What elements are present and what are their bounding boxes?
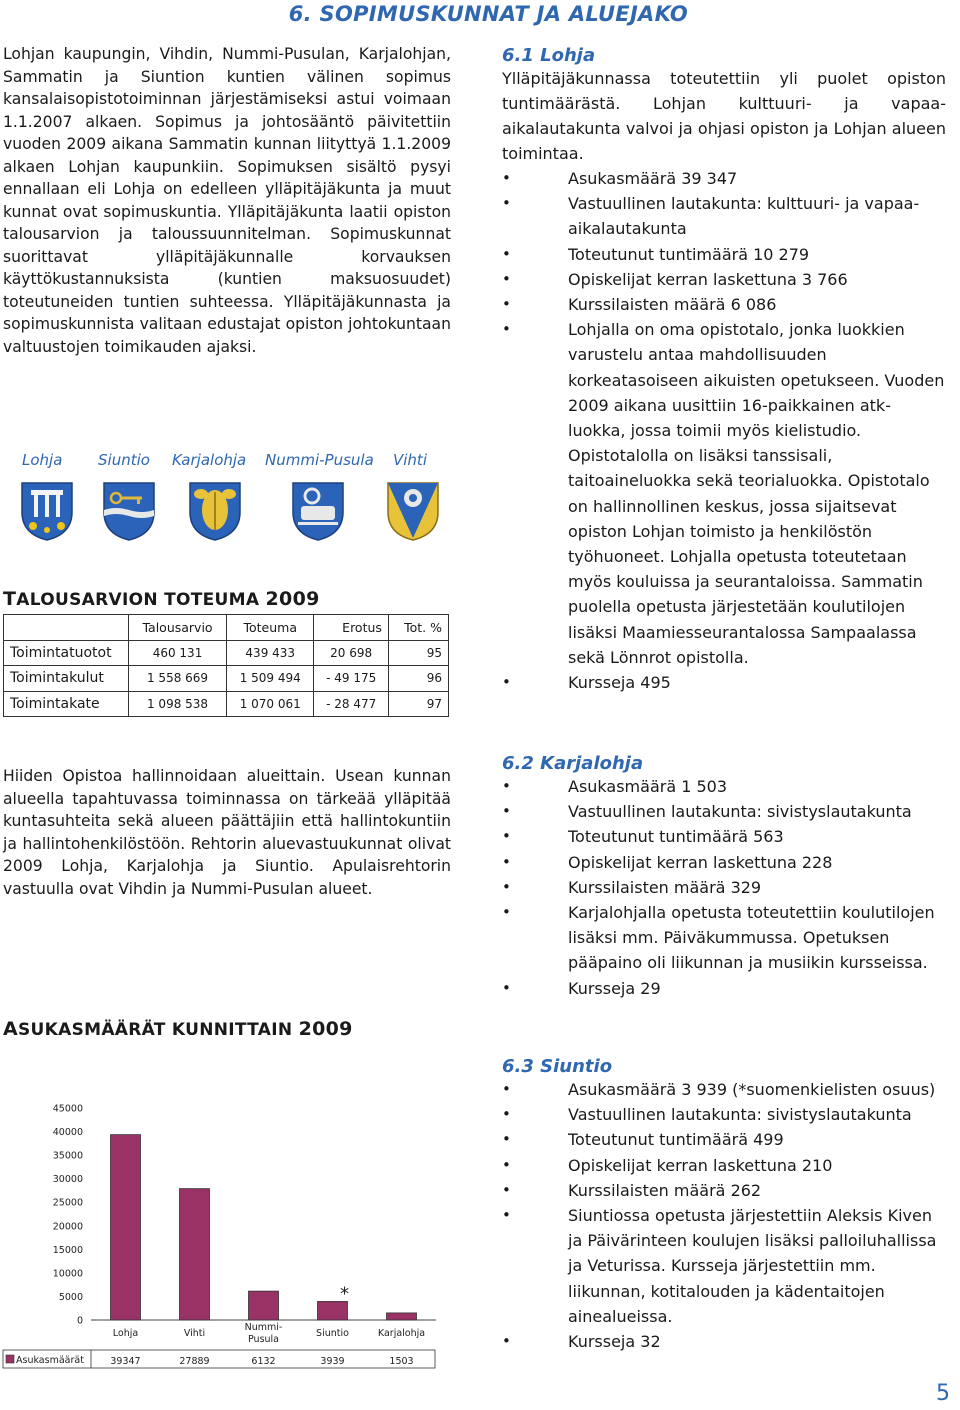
nummi-pusula-crest-icon bbox=[290, 480, 346, 542]
x-tick-label: Siuntio bbox=[316, 1328, 349, 1339]
budget-table bbox=[3, 614, 449, 717]
data-label: 3939 bbox=[320, 1356, 345, 1367]
municipality-nummi-pusula: Nummi-Pusula bbox=[265, 451, 374, 469]
x-tick-label: Karjalohja bbox=[377, 1328, 426, 1339]
cell: 1 098 538 bbox=[129, 691, 227, 717]
y-tick-label: 15000 bbox=[52, 1244, 83, 1256]
cell: 97 bbox=[388, 691, 448, 717]
chart-heading: ASUKASMÄÄRÄT KUNNITTAIN 2009 bbox=[3, 1018, 353, 1040]
x-tick-label: Nummi-Pusula bbox=[244, 1322, 283, 1345]
bullet-list bbox=[502, 774, 946, 1001]
section-intro: Ylläpitäjäkunnassa toteutettiin yli puolet opiston tuntimäärästä. Lohjan kulttuuri- ja vapaa-aikalautakunta valvoi ja ohjasi opiston ja Lohjan alueen toimintaa. bbox=[502, 69, 946, 163]
cell: 96 bbox=[388, 666, 448, 692]
section-heading: 6.1 Lohja bbox=[502, 45, 596, 66]
municipality-vihti: Vihti bbox=[393, 451, 427, 469]
y-tick-label: 30000 bbox=[52, 1174, 83, 1186]
data-label: 1503 bbox=[389, 1356, 414, 1367]
y-tick-label: 45000 bbox=[52, 1103, 83, 1115]
bar-vihti bbox=[180, 1189, 210, 1320]
bullet-list bbox=[502, 1077, 946, 1354]
list-item: • Kurssilaisten määrä 262 bbox=[502, 1178, 946, 1203]
cell: 439 433 bbox=[227, 640, 314, 666]
bar-nummi-pusula bbox=[249, 1291, 279, 1320]
legend-swatch bbox=[6, 1355, 14, 1363]
list-item: • Kursseja 495 bbox=[502, 670, 946, 695]
list-item: • Asukasmäärä 3 939 (*suomenkielisten osuus) bbox=[502, 1077, 946, 1102]
legend-label: Asukasmäärät bbox=[16, 1355, 84, 1366]
bar-karjalohja bbox=[387, 1313, 417, 1320]
row-label: Toimintatuotot bbox=[4, 640, 129, 666]
admin-paragraph: Hiiden Opistoa hallinnoidaan alueittain. Usean kunnan alueella tapahtuvassa toiminnassa on tärkeää ylläpitää kuntasuhteita sekä alueen päättäjiin että hallintokuntiin ja hallintohenkilöstöön. Rehtorin aluevastuukunnat olivat 2009 Lohja, Karjalohja ja Siuntio. Apulaisrehtorin vastuulla ovat Vihdin ja Nummi-Pusulan alueet. bbox=[3, 767, 451, 898]
municipality-siuntio: Siuntio bbox=[98, 451, 150, 469]
page-title: 6. SOPIMUSKUNNAT JA ALUEJAKO bbox=[288, 2, 688, 26]
bar-lohja bbox=[111, 1135, 141, 1320]
budget-heading: TALOUSARVION TOTEUMA 2009 bbox=[3, 588, 320, 610]
cell: 460 131 bbox=[129, 640, 227, 666]
section-karjalohja bbox=[502, 753, 946, 1001]
data-label: 27889 bbox=[179, 1356, 210, 1367]
row-label: Toimintakate bbox=[4, 691, 129, 717]
cell: 95 bbox=[388, 640, 448, 666]
annotation-asterisk: * bbox=[340, 1283, 349, 1305]
list-item: • Kurssilaisten määrä 329 bbox=[502, 875, 946, 900]
municipality-lohja: Lohja bbox=[22, 451, 63, 469]
list-item: • Kursseja 29 bbox=[502, 976, 946, 1001]
list-item: • Karjalohjalla opetusta toteutettiin koulutilojen lisäksi mm. Päiväkummussa. Opetuksen pääpaino oli liikunnan ja musiikin kursseissa. bbox=[502, 900, 946, 976]
lohja-crest-icon bbox=[19, 480, 75, 542]
list-item: • Opiskelijat kerran laskettuna 3 766 bbox=[502, 267, 946, 292]
section-lohja bbox=[502, 45, 946, 695]
cell: 1 070 061 bbox=[227, 691, 314, 717]
siuntio-crest-icon bbox=[101, 480, 157, 542]
x-tick-label: Vihti bbox=[183, 1328, 206, 1339]
karjalohja-crest-icon bbox=[187, 480, 243, 542]
row-label: Toimintakulut bbox=[4, 666, 129, 692]
table-row bbox=[4, 640, 449, 666]
y-tick-label: 10000 bbox=[52, 1268, 83, 1280]
municipality-karjalohja: Karjalohja bbox=[172, 451, 247, 469]
list-item: • Siuntiossa opetusta järjestettiin Aleksis Kiven ja Päivärinteen koulujen lisäksi palloiluhallissa ja Veturissa. Kursseja järjestettiin mm. liikunnan, kotitalouden ja kädentaitojen ainealueissa. bbox=[502, 1203, 946, 1329]
bullet-list bbox=[502, 166, 946, 695]
section-heading: 6.2 Karjalohja bbox=[502, 753, 644, 774]
data-label: 39347 bbox=[110, 1356, 141, 1367]
data-label: 6132 bbox=[251, 1356, 276, 1367]
col-header: Talousarvio bbox=[129, 615, 227, 641]
list-item: • Kurssilaisten määrä 6 086 bbox=[502, 292, 946, 317]
y-tick-label: 0 bbox=[76, 1315, 83, 1327]
list-item: • Toteutunut tuntimäärä 563 bbox=[502, 824, 946, 849]
page-number: 5 bbox=[936, 1381, 950, 1406]
list-item: • Asukasmäärä 39 347 bbox=[502, 166, 946, 191]
section-siuntio bbox=[502, 1056, 946, 1354]
col-header: Toteuma bbox=[227, 615, 314, 641]
cell: - 49 175 bbox=[314, 666, 388, 692]
y-tick-label: 5000 bbox=[58, 1291, 83, 1303]
list-item: • Lohjalla on oma opistotalo, jonka luokkien varustelu antaa mahdollisuuden korkeatasoiseen aikuisten opetukseen. Vuoden 2009 aikana uusittiin 16-paikkainen atk-luokka, jossa toimii myös kielistudio. Opistotalolla on lisäksi tanssisali, taitoaineluokka sekä teorialuokka. Opistotalo on hallinnollinen keskus, jossa sijaitsevat opiston Lohjan toimisto ja henkilöstön työhuoneet. Lohjalla opetusta toteutetaan myös kouluissa ja seurantaloissa. Sammatin puolella opetusta järjestetään koulutilojen lisäksi Maamiesseurantalossa Sampaalassa sekä Lönnrot opistolla. bbox=[502, 317, 946, 670]
list-item: • Vastuullinen lautakunta: kulttuuri- ja vapaa- aikalautakunta bbox=[502, 191, 946, 241]
population-bar-chart bbox=[0, 1090, 460, 1380]
cell: 1 509 494 bbox=[227, 666, 314, 692]
section-heading: 6.3 Siuntio bbox=[502, 1056, 613, 1077]
y-tick-label: 20000 bbox=[52, 1221, 83, 1233]
list-item: • Asukasmäärä 1 503 bbox=[502, 774, 946, 799]
y-tick-label: 25000 bbox=[52, 1197, 83, 1209]
vihti-crest-icon bbox=[385, 480, 441, 542]
list-item: • Toteutunut tuntimäärä 499 bbox=[502, 1127, 946, 1152]
cell: 1 558 669 bbox=[129, 666, 227, 692]
col-header: Erotus bbox=[314, 615, 388, 641]
table-row bbox=[4, 691, 449, 717]
list-item: • Opiskelijat kerran laskettuna 228 bbox=[502, 850, 946, 875]
cell: 20 698 bbox=[314, 640, 388, 666]
table-row bbox=[4, 666, 449, 692]
table-header-row bbox=[4, 615, 449, 641]
col-header: Tot. % bbox=[388, 615, 448, 641]
y-tick-label: 40000 bbox=[52, 1127, 83, 1139]
list-item: • Toteutunut tuntimäärä 10 279 bbox=[502, 242, 946, 267]
x-tick-label: Lohja bbox=[112, 1328, 139, 1339]
y-tick-label: 35000 bbox=[52, 1150, 83, 1162]
list-item: • Kursseja 32 bbox=[502, 1329, 946, 1354]
list-item: • Vastuullinen lautakunta: sivistyslautakunta bbox=[502, 1102, 946, 1127]
cell: - 28 477 bbox=[314, 691, 388, 717]
list-item: • Opiskelijat kerran laskettuna 210 bbox=[502, 1153, 946, 1178]
list-item: • Vastuullinen lautakunta: sivistyslautakunta bbox=[502, 799, 946, 824]
intro-paragraph: Lohjan kaupungin, Vihdin, Nummi-Pusulan, Karjalohjan, Sammatin ja Siuntion kuntien välinen sopimus kansalaisopistotoiminnan järjestämiseksi astui voimaan 1.1.2007 alkaen. Sopimus ja johtosääntö päivitettiin vuoden 2009 aikana Sammatin kunnan liityttyä 1.1.2009 alkaen Lohjan kaupunkiin. Sopimuksen sisältö pysyi ennallaan eli Lohja on edelleen ylläpitäjäkunta ja muut kunnat ovat sopimuskuntia. Ylläpitäjäkunta laatii opiston talousarvion ja taloussuunnitelman. Sopimuskunnat suorittavat ylläpitäjäkunnalle korvauksen käyttökustannuksista (kuntien maksuosuudet) toteutuneiden tuntien suhteessa. Ylläpitäjäkunnasta ja sopimuskunnista valitaan edustajat opiston johtokuntaan valtuustojen toimikauden ajaksi. bbox=[3, 45, 451, 356]
